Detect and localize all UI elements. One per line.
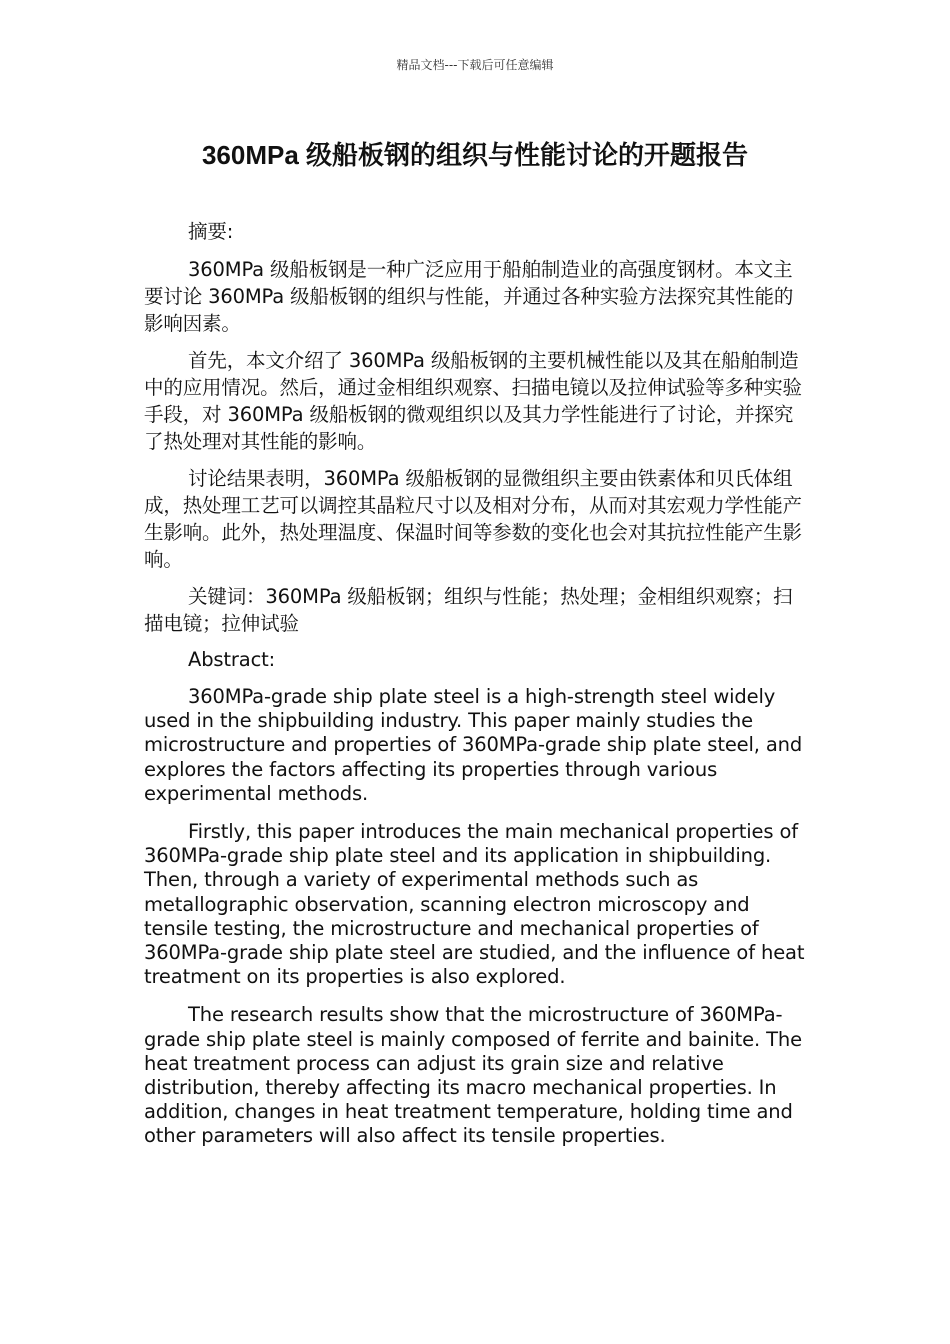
abstract-en-paragraph: Firstly, this paper introduces the main mechanical properties of 360MPa-grade ship plate steel and its application in shipbuilding. Then, through a variety of experimental methods such as metallographic observation, scanning electron microscopy and tensile testing, the microstructure and mechanical properties of 360MPa-grade ship plate steel are studied, and the influence of heat treatment on its properties is also explored. <box>144 820 805 989</box>
page-title: 360MPa 级船板钢的组织与性能讨论的开题报告 <box>201 140 749 170</box>
abstract-en-label: Abstract: <box>188 648 276 671</box>
document-body <box>144 218 806 1163</box>
abstract-en-paragraph: 360MPa-grade ship plate steel is a high-strength steel widely used in the shipbuilding industry. This paper mainly studies the microstructure and properties of 360MPa-grade ship plate steel, and explores the factors affecting its properties through various experimental methods. <box>144 685 803 805</box>
abstract-cn-label: 摘要: <box>188 220 234 243</box>
abstract-cn-paragraph: 首先，本文介绍了 360MPa 级船板钢的主要机械性能以及其在船舶制造中的应用情况。然后，通过金相组织观察、扫描电镜以及拉伸试验等多种实验手段，对 360MPa 级船板钢的微观组织以及其力学性能进行了讨论，并探究了热处理对其性能的影响。 <box>144 349 802 453</box>
abstract-en-paragraph: The research results show that the microstructure of 360MPa-grade ship plate steel is mainly composed of ferrite and bainite. The heat treatment process can adjust its grain size and relative distribution, thereby affecting its macro mechanical properties. In addition, changes in heat treatment temperature, holding time and other parameters will also affect its tensile properties. <box>144 1003 802 1148</box>
abstract-cn-paragraph: 360MPa 级船板钢是一种广泛应用于船舶制造业的高强度钢材。本文主要讨论 360MPa 级船板钢的组织与性能，并通过各种实验方法探究其性能的影响因素。 <box>144 258 794 335</box>
keywords-cn: 关键词：360MPa 级船板钢；组织与性能；热处理；金相组织观察；扫描电镜；拉伸试验 <box>144 585 793 635</box>
abstract-cn-paragraph: 讨论结果表明，360MPa 级船板钢的显微组织主要由铁素体和贝氏体组成，热处理工艺可以调控其晶粒尺寸以及相对分布，从而对其宏观力学性能产生影响。此外，热处理温度、保温时间等参数的变化也会对其抗拉性能产生影响。 <box>144 467 802 571</box>
header-note: 精品文档---下载后可任意编辑 <box>396 58 554 72</box>
